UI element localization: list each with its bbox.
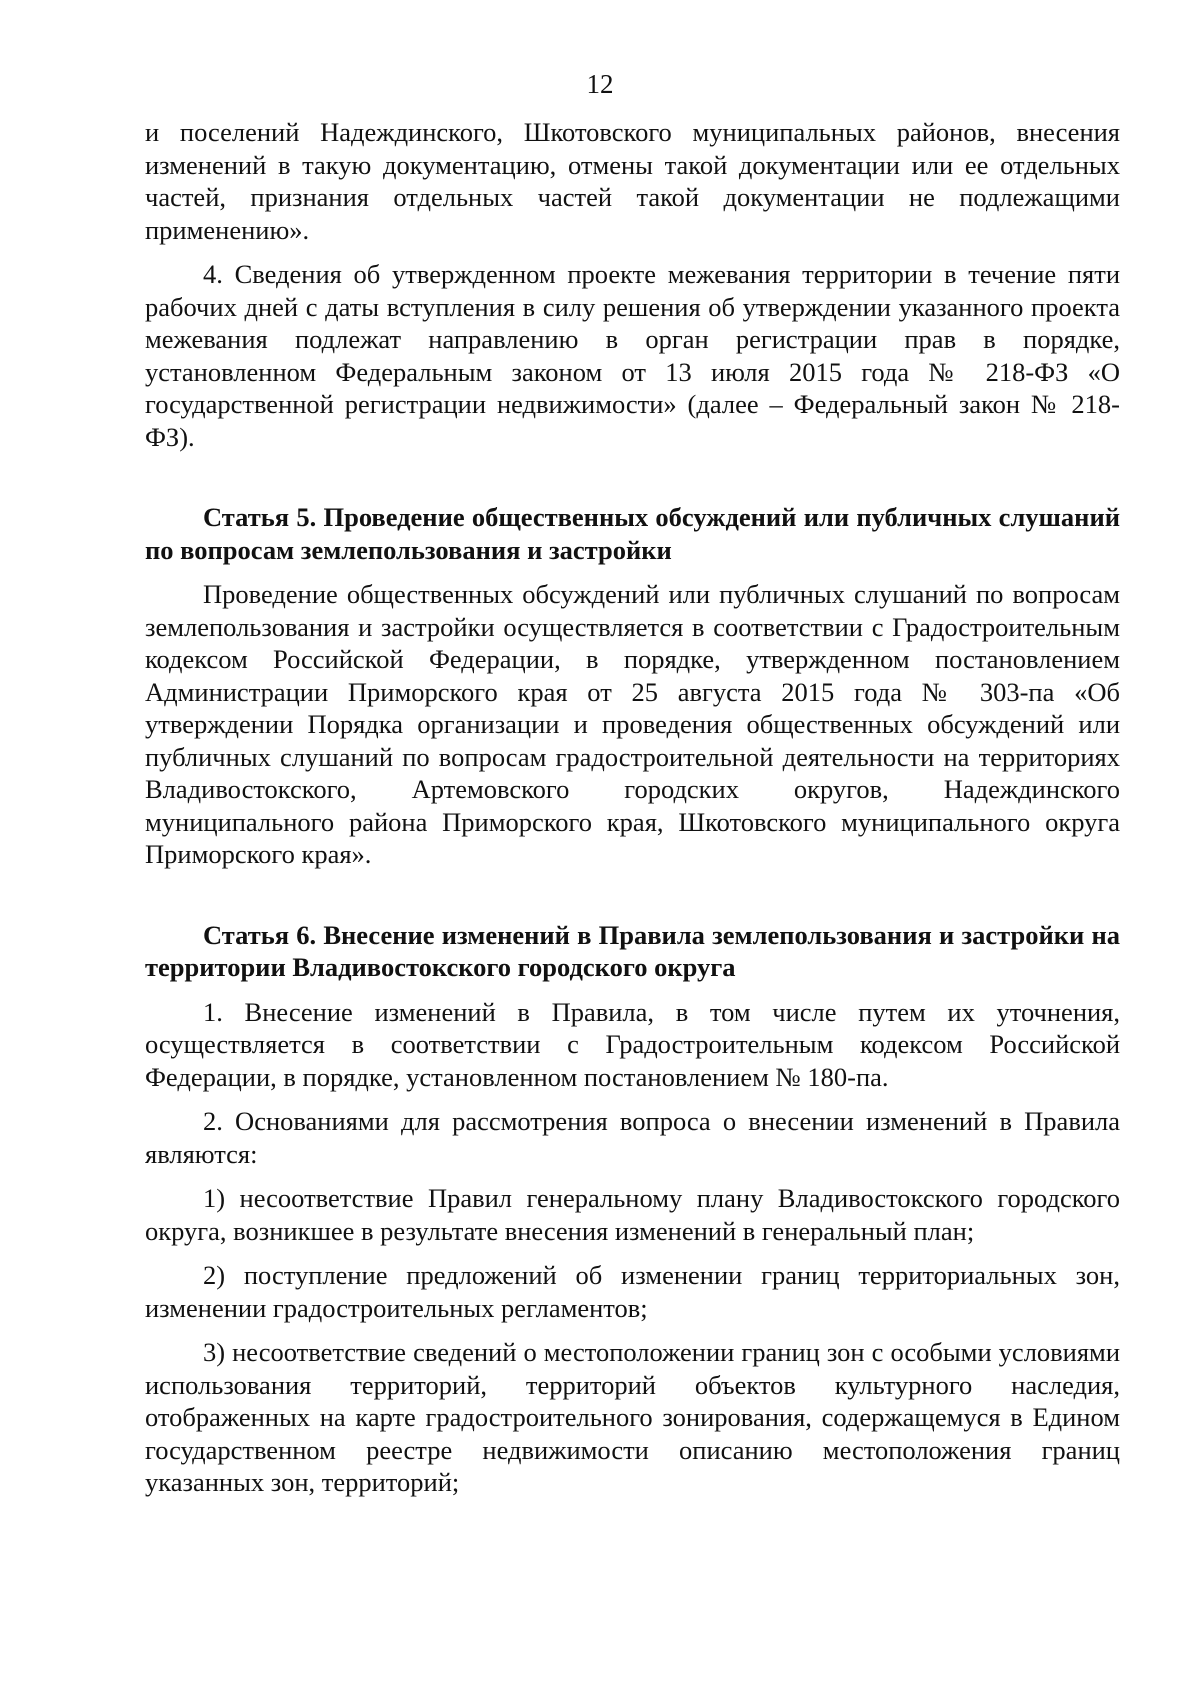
article-6-subitem-1: 1) несоответствие Правил генеральному плану Владивостокского городского округа, возникшее в результате внесения изменений в генеральный план; xyxy=(145,1183,1120,1246)
article-5-heading: Статья 5. Проведение общественных обсуждений или публичных слушаний по вопросам землепользования и застройки xyxy=(145,502,1120,565)
page-number: 12 xyxy=(586,69,614,99)
document-body xyxy=(145,116,1120,1499)
article-6-item-1: 1. Внесение изменений в Правила, в том числе путем их уточнения, осуществляется в соответствии с Градостроительным кодексом Российской Федерации, в порядке, установленном постановлением № 180-па. xyxy=(145,996,1120,1092)
article-5-text: Проведение общественных обсуждений или публичных слушаний по вопросам землепользования и застройки осуществляется в соответствии с Градостроительным кодексом Российской Федерации, в порядке, утвержденном постановлением Администрации Приморского края от 25 августа 2015 года № 303-па «Об утверждении Порядка организации и проведения общественных обсуждений или публичных слушаний по вопросам градостроительной деятельности на территориях Владивостокского, Артемовского городских округов, Надеждинского муниципального района Приморского края, Шкотовского муниципального округа Приморского края». xyxy=(145,579,1120,869)
paragraph-item-4: 4. Сведения об утвержденном проекте межевания территории в течение пяти рабочих дней с даты вступления в силу решения об утверждении указанного проекта межевания подлежат направлению в орган регистрации прав в порядке, установленном Федеральным законом от 13 июля 2015 года № 218-ФЗ «О государственной регистрации недвижимости» (далее – Федеральный закон № 218-ФЗ). xyxy=(145,259,1120,452)
article-6-item-2: 2. Основаниями для рассмотрения вопроса о внесении изменений в Правила являются: xyxy=(145,1106,1120,1169)
article-6-heading: Статья 6. Внесение изменений в Правила землепользования и застройки на территории Владивостокского городского округа xyxy=(145,919,1120,982)
paragraph-continuation: и поселений Надеждинского, Шкотовского муниципальных районов, внесения изменений в такую документацию, отмены такой документации или ее отдельных частей, признания отдельных частей такой документации не подлежащими применению». xyxy=(145,117,1120,245)
article-6-subitem-3: 3) несоответствие сведений о местоположении границ зон с особыми условиями использования территорий, территорий объектов культурного наследия, отображенных на карте градостроительного зонирования, содержащемуся в Едином государственном реестре недвижимости описанию местоположения границ указанных зон, территорий; xyxy=(145,1337,1120,1497)
article-6-subitem-2: 2) поступление предложений об изменении границ территориальных зон, изменении градостроительных регламентов; xyxy=(145,1260,1120,1323)
